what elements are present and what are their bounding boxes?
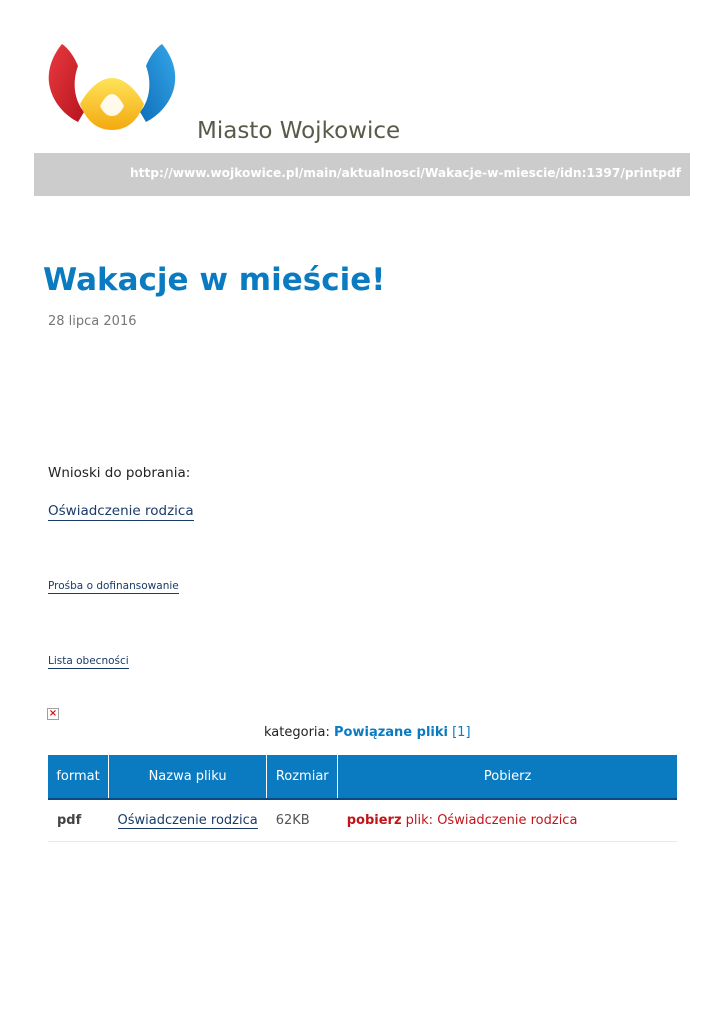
article-title: Wakacje w mieście! (43, 262, 386, 298)
files-table (48, 755, 677, 842)
site-name: Miasto Wojkowice (197, 118, 401, 144)
wojkowice-logo-icon (44, 42, 180, 136)
category-label: kategoria: (264, 725, 330, 740)
header-file-name: Nazwa pliku (109, 755, 267, 799)
category-name[interactable]: Powiązane pliki (334, 725, 448, 740)
url-bar (34, 153, 690, 196)
category-count: [1] (452, 725, 471, 740)
file-name-link[interactable]: Oświadczenie rodzica (117, 813, 258, 828)
download-text[interactable]: plik: Oświadczenie rodzica (405, 813, 578, 828)
link-oswiadczenie-rodzica[interactable]: Oświadczenie rodzica (48, 503, 194, 519)
download-label[interactable]: pobierz (346, 813, 402, 828)
article-date: 28 lipca 2016 (48, 314, 137, 329)
page-url[interactable]: http://www.wojkowice.pl/main/aktualnosci/Wakacje-w-miescie/idn:1397/printpdf (129, 166, 681, 180)
download-cell[interactable] (338, 799, 677, 842)
link-prosba-o-dofinansowanie[interactable]: Prośba o dofinansowanie (48, 580, 179, 592)
header-download: Pobierz (338, 755, 677, 799)
link-lista-obecnosci[interactable]: Lista obecności (48, 655, 129, 667)
category-line (264, 725, 471, 740)
table-header-row (48, 755, 677, 799)
table-row (48, 799, 677, 842)
file-format: pdf (48, 799, 109, 842)
file-size: 62KB (267, 799, 338, 842)
downloads-intro: Wnioski do pobrania: (48, 465, 191, 481)
broken-image-icon: × (48, 708, 58, 719)
header-size: Rozmiar (267, 755, 338, 799)
header-format: format (48, 755, 109, 799)
file-name-cell (109, 799, 267, 842)
